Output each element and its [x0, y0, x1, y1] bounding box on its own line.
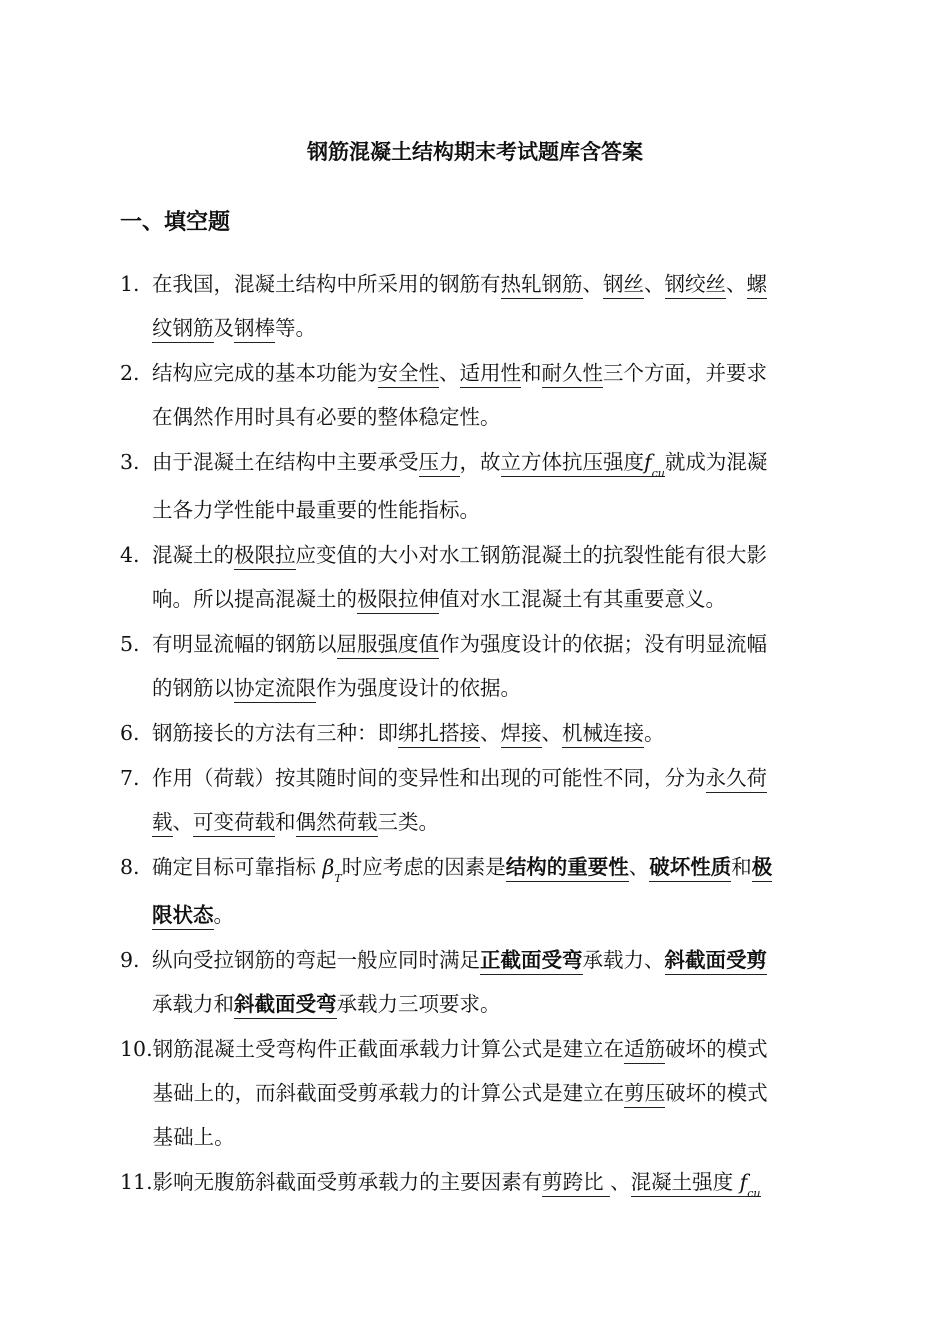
text-segment: 等。 [275, 316, 316, 340]
question-list [120, 262, 835, 1209]
text-segment: 及 [213, 316, 234, 340]
answer-blank: 限状态 [152, 903, 214, 930]
text-segment: 混凝土的 [152, 543, 234, 567]
answer-blank: 协定流限 [234, 676, 316, 703]
question-line [152, 711, 835, 755]
question-text [152, 440, 835, 532]
text-segment: 影响无腹筋斜截面受剪承载力的主要因素有 [152, 1170, 543, 1194]
text-segment: 、 [644, 272, 665, 296]
question-text [152, 533, 835, 621]
question-text [152, 938, 835, 1026]
question-line [152, 440, 835, 488]
question-number: 7. [120, 766, 140, 790]
answer-blank: 混凝土强度 [631, 1170, 740, 1197]
text-segment: 在我国，混凝土结构中所采用的钢筋有 [152, 272, 501, 296]
text-segment: 和 [521, 361, 542, 385]
text-segment: 应变值的大小对水工钢筋混凝土的抗裂性能有很大影 [295, 543, 767, 567]
text-segment: 、 [628, 855, 650, 879]
text-segment: ，故 [459, 450, 501, 474]
answer-blank: 结构的重要性 [506, 855, 629, 882]
question-line [153, 1115, 835, 1159]
text-segment: 时应考虑的因素是 [341, 855, 506, 879]
text-segment: 三类。 [377, 810, 439, 834]
text-segment: 有明显流幅的钢筋以 [152, 632, 337, 656]
text-segment: 承载力和 [152, 992, 234, 1016]
question-line [152, 666, 835, 710]
answer-blank: 极限拉 [234, 543, 296, 570]
text-segment: 响。所以提高混凝土的 [152, 587, 357, 611]
answer-blank: 载 [152, 810, 173, 837]
question-item [120, 845, 835, 937]
question-number: 10. [120, 1037, 153, 1061]
answer-blank: 钢棒 [234, 316, 275, 343]
answer-blank: 钢丝 [603, 272, 644, 299]
text-segment: 结构应完成的基本功能为 [152, 361, 378, 385]
question-line [153, 1071, 835, 1115]
question-text [152, 262, 835, 350]
question-line [152, 800, 835, 844]
question-item [120, 711, 835, 755]
answer-blank: 耐久性 [542, 361, 604, 388]
answer-blank: $f_{cu}$ [644, 450, 665, 480]
question-text [153, 1027, 835, 1159]
answer-blank: 剪压 [624, 1081, 665, 1108]
text-segment: 和 [731, 855, 752, 879]
page-title: 钢筋混凝土结构期末考试题库含答案 [307, 140, 643, 164]
question-number: 9. [120, 948, 140, 972]
math-subscript: cu [747, 1187, 761, 1200]
question-line [152, 622, 835, 666]
question-text [152, 622, 835, 710]
answer-blank: 偶然荷载 [296, 810, 378, 837]
text-segment: 确定目标可靠指标 [152, 855, 323, 879]
question-text [152, 711, 835, 755]
answer-blank: 斜截面受剪 [665, 948, 768, 975]
text-segment: 、 [480, 721, 501, 745]
answer-blank: 钢绞丝 [665, 272, 727, 299]
question-line [152, 395, 835, 439]
text-segment: 、 [541, 721, 562, 745]
question-item [120, 1027, 835, 1159]
text-segment: 钢筋接长的方法有三种：即 [152, 721, 398, 745]
answer-blank: 破坏性质 [649, 855, 731, 882]
question-item [120, 440, 835, 532]
answer-blank: 绑扎搭接 [398, 721, 480, 748]
question-item [120, 756, 835, 844]
text-segment: 和 [275, 810, 296, 834]
text-segment: 就成为混凝 [664, 450, 768, 474]
answer-blank: 屈服强度值 [337, 632, 440, 659]
question-number: 8. [120, 855, 140, 879]
answer-blank: $f_{cu}$ [739, 1170, 761, 1200]
answer-blank: 机械连接 [562, 721, 644, 748]
math-symbol: $\beta_T$ [322, 855, 342, 885]
text-segment: 在偶然作用时具有必要的整体稳定性。 [152, 405, 501, 429]
text-segment: 、 [439, 361, 460, 385]
math-subscript: T [334, 872, 342, 885]
question-line [152, 756, 835, 800]
text-segment: 破坏的模式 [665, 1081, 768, 1105]
question-line [152, 262, 835, 306]
question-item [120, 1160, 835, 1208]
text-segment: 、 [726, 272, 747, 296]
question-line [152, 893, 835, 937]
text-segment: 由于混凝土在结构中主要承受 [152, 450, 419, 474]
question-text [152, 756, 835, 844]
text-segment: 、 [172, 810, 193, 834]
text-segment: 承载力三项要求。 [336, 992, 501, 1016]
question-number: 4. [120, 543, 140, 567]
text-segment: 。 [213, 903, 234, 927]
question-number: 2. [120, 361, 140, 385]
text-segment: 基础上的，而斜截面受剪承载力的计算公式是建立在 [152, 1081, 625, 1105]
answer-blank: 压力 [419, 450, 460, 477]
question-item [120, 622, 835, 710]
answer-blank: 立方体抗压强度 [501, 450, 645, 477]
question-number: 3. [120, 450, 140, 474]
answer-blank: 纹钢筋 [152, 316, 214, 343]
text-segment: 纵向受拉钢筋的弯起一般应同时满足 [152, 948, 480, 972]
answer-blank: 螺 [747, 272, 768, 299]
question-line [152, 982, 835, 1026]
question-number: 6. [120, 721, 140, 745]
question-line [153, 1027, 835, 1071]
question-line [152, 577, 835, 621]
question-text [153, 1160, 835, 1208]
text-segment: 三个方面，并要求 [603, 361, 767, 385]
answer-blank: 焊接 [501, 721, 542, 748]
text-segment: 作为强度设计的依据。 [316, 676, 521, 700]
text-segment: 承载力、 [582, 948, 665, 972]
answer-blank: 安全性 [378, 361, 440, 388]
answer-blank: 适用性 [460, 361, 522, 388]
answer-blank: 永久荷 [706, 766, 768, 793]
question-item [120, 351, 835, 439]
text-segment: 、 [610, 1170, 631, 1194]
question-item [120, 938, 835, 1026]
question-line [152, 533, 835, 577]
question-number: 11. [120, 1170, 153, 1194]
answer-blank: 极 [752, 855, 773, 882]
answer-blank: 热轧钢筋 [501, 272, 583, 299]
text-segment: 作用（荷载）按其随时间的变异性和出现的可能性不同，分为 [152, 766, 706, 790]
question-line [152, 845, 835, 893]
text-segment: 的钢筋以 [152, 676, 234, 700]
question-line [153, 1160, 835, 1208]
answer-blank: 可变荷载 [193, 810, 275, 837]
answer-blank: 斜截面受弯 [234, 992, 337, 1019]
question-line [152, 351, 835, 395]
answer-blank: 极限拉伸 [357, 587, 439, 614]
text-segment: 值对水工混凝土有其重要意义。 [439, 587, 726, 611]
section-heading: 一、填空题 [120, 210, 231, 235]
question-number: 5. [120, 632, 140, 656]
text-segment: 作为强度设计的依据；没有明显流幅 [439, 632, 767, 656]
answer-blank: 剪跨比 [542, 1170, 610, 1197]
question-text [152, 351, 835, 439]
text-segment: 破坏的模式 [665, 1037, 768, 1061]
question-text [152, 845, 835, 937]
text-segment: 。 [644, 721, 665, 745]
question-line [152, 938, 835, 982]
question-item [120, 533, 835, 621]
text-segment: 土各力学性能中最重要的性能指标。 [152, 498, 480, 522]
question-line [152, 488, 835, 532]
question-item [120, 262, 835, 350]
math-subscript: cu [651, 467, 665, 480]
answer-blank: 正截面受弯 [480, 948, 583, 975]
text-segment: 基础上。 [152, 1125, 235, 1149]
question-line [152, 306, 835, 350]
text-segment: 钢筋混凝土受弯构件正截面承载力计算公式是建立在 [152, 1037, 625, 1061]
answer-blank: 适筋 [624, 1037, 665, 1064]
question-number: 1. [120, 272, 140, 296]
text-segment: 、 [582, 272, 603, 296]
